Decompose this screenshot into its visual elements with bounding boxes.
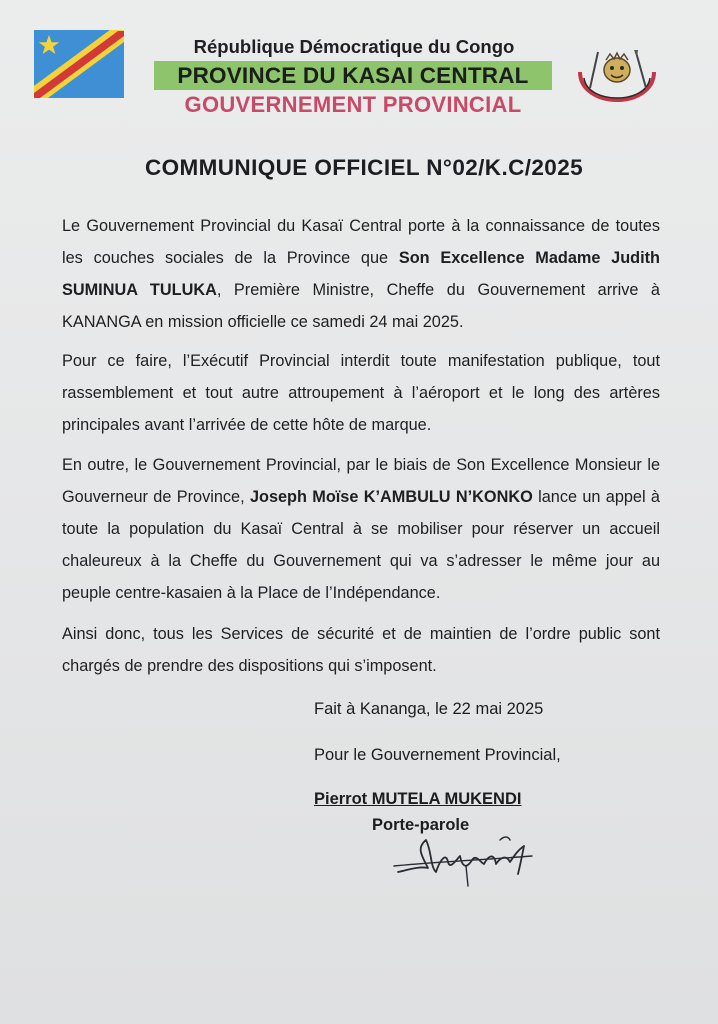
paragraph-announcement-text-c: , Première Ministre, Cheffe du Gouvernement arrive à KANANGA en mission officielle ce samedi 24 mai 2025.	[62, 281, 660, 331]
government-name: GOUVERNEMENT PROVINCIAL	[184, 92, 522, 117]
on-behalf-of: Pour le Gouvernement Provincial,	[314, 746, 561, 764]
paragraph-restrictions: Pour ce faire, l’Exécutif Provincial interdit toute manifestation publique, tout rassemblement et tout autre attroupement à l’aéroport et le long des artères principales avant l’arrivée de cette hôte de marque.	[62, 352, 660, 434]
country-name: République Démocratique du Congo	[193, 36, 515, 57]
paragraph-mobilization-text-c: lance un appel à toute la population du Kasaï Central à se mobiliser pour réserver un accueil chaleureux à la Cheffe du Gouvernement qui va s’adresser le même jour au peuple centre-kasaien à la Place de l’Indépendance.	[62, 488, 660, 602]
paragraph-announcement	[62, 210, 660, 338]
drc-flag-icon	[34, 30, 124, 98]
prime-minister-name: Son Excellence Madame Judith SUMINUA TULUKA	[62, 249, 660, 299]
governor-name: Joseph Moïse K’AMBULU N’KONKO	[249, 488, 533, 506]
signer-role: Porte-parole	[372, 816, 470, 834]
signer-name: Pierrot MUTELA MUKENDI	[314, 790, 522, 808]
paragraph-security: Ainsi donc, tous les Services de sécurité et de maintien de l’ordre public sont chargés de prendre des dispositions qui s’imposent.	[62, 625, 660, 675]
paragraph-mobilization-text-a: En outre, le Gouvernement Provincial, par le biais de Son Excellence Monsieur le Gouverneur de Province,	[62, 456, 660, 506]
province-name: PROVINCE DU KASAI CENTRAL	[154, 61, 552, 90]
coat-of-arms-icon	[576, 48, 658, 102]
place-and-date: Fait à Kananga, le 22 mai 2025	[314, 700, 544, 718]
handwritten-signature-icon	[392, 826, 538, 888]
paragraph-mobilization	[62, 449, 660, 609]
paragraph-announcement-text-a: Le Gouvernement Provincial du Kasaï Central porte à la connaissance de toutes les couches sociales de la Province que	[62, 217, 660, 267]
communique-title: COMMUNIQUE OFFICIEL N°02/K.C/2025	[144, 155, 584, 180]
